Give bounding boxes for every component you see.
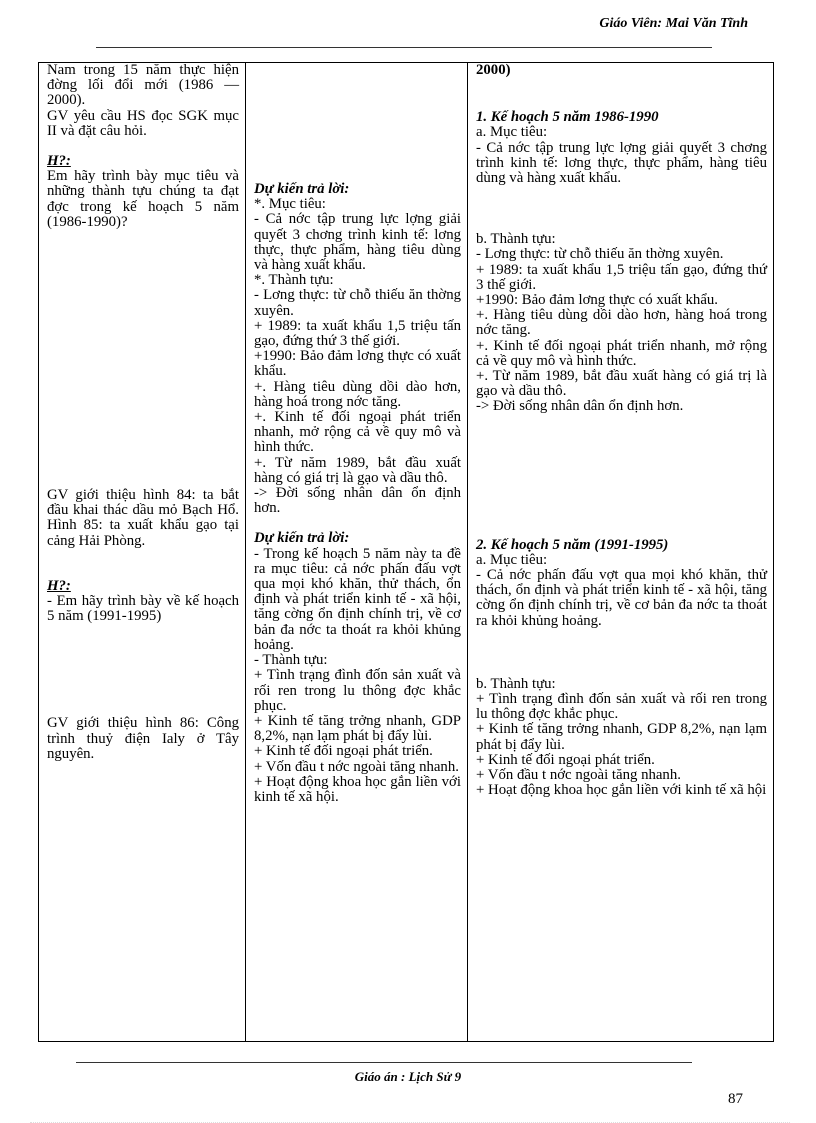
header-teacher-name: Giáo Viên: Mai Văn Tĩnh	[599, 16, 748, 31]
answer-2-line: - Trong kế hoạch 5 năm này ta đề ra mục tiêu: cả nớc phấn đấu vợt qua mọi khó khăn, thử thách, ổn định và phát triển kinh tế - xã hội, tăng cờng ổn định chính trị, về cơ bản đa nớc ta thoát ra khỏi khủng hoảng.	[254, 545, 461, 653]
plan-1-achievement: +. Kinh tế đối ngoại phát triển nhanh, mở rộng cả về quy mô và hình thức.	[476, 337, 767, 369]
figure-86-note: GV giới thiệu hình 86: Công trình thuỷ điện Ialy ở Tây nguyên.	[47, 715, 239, 762]
plan-1-heading: 1. Kế hoạch 5 năm 1986-1990	[476, 109, 659, 126]
plan-2-heading: 2. Kế hoạch 5 năm (1991-1995)	[476, 536, 669, 553]
answer-1-line: *. Mục tiêu:	[254, 196, 326, 213]
right-top-line: 2000)	[476, 63, 511, 78]
plan-2-achievement: + Kinh tế tăng trởng nhanh, GDP 8,2%, nạn lạm phát bị đẩy lùi.	[476, 721, 767, 753]
answer-1-line: -> Đời sống nhân dân ổn định hơn.	[254, 485, 461, 517]
plan-1-achievement: +. Từ năm 1989, bắt đầu xuất hàng có giá trị là gạo và dầu thô.	[476, 368, 767, 400]
answer-2-line: - Thành tựu:	[254, 652, 328, 669]
answer-2-line: + Tình trạng đình đốn sản xuất và rối ren trong lu thông đợc khắc phục.	[254, 667, 461, 714]
answer-1-line: + 1989: ta xuất khẩu 1,5 triệu tấn gạo, đứng thứ 3 thế giới.	[254, 317, 461, 350]
answer-2-line: + Kinh tế tăng trởng nhanh, GDP 8,2%, nạn lạm phát bị đẩy lùi.	[254, 712, 461, 745]
header-rule	[96, 47, 712, 48]
left-intro-line: Nam trong 15 năm thực hiện đờng lối đổi mới (1986 — 2000).	[47, 63, 239, 109]
plan-1-achievement: +1990: Bảo đảm lơng thực có xuất khẩu.	[476, 292, 718, 309]
answer-1-line: - Cả nớc tập trung lực lợng giải quyết 3 chơng trình kinh tế: lơng thực, thực phẩm, hàng tiêu dùng và hàng xuất khẩu.	[254, 211, 461, 274]
answer-2-line: + Hoạt động khoa học gắn liền với kinh tế xã hội.	[254, 773, 461, 805]
plan-1-goal-label: a. Mục tiêu:	[476, 124, 548, 141]
plan-1-achievement: - Lơng thực: từ chỗ thiếu ăn thờng xuyên.	[476, 246, 724, 263]
expected-answer-label-1: Dự kiến trả lời:	[254, 181, 350, 197]
expected-answer-label-2: Dự kiến trả lời:	[254, 530, 350, 547]
question-text-2: - Em hãy trình bày về kế hoạch 5 năm (1991-1995)	[47, 593, 239, 625]
left-instruction-line: GV yêu cầu HS đọc SGK mục II và đặt câu hỏi.	[47, 107, 239, 139]
plan-1-achievement: + 1989: ta xuất khẩu 1,5 triệu tấn gạo, đứng thứ 3 thế giới.	[476, 261, 767, 293]
plan-2-achievement: + Vốn đầu t nớc ngoài tăng nhanh.	[476, 767, 681, 784]
plan-1-goal: - Cả nớc tập trung lực lợng giải quyết 3 chơng trình kinh tế: lơng thực, thực phẩm, hàng tiêu dùng và hàng xuất khẩu.	[476, 139, 767, 187]
footer-title: Giáo án : Lịch Sử 9	[354, 1069, 462, 1084]
plan-1-achievement: +. Hàng tiêu dùng dồi dào hơn, hàng hoá trong nớc tăng.	[476, 307, 767, 339]
answer-2-line: + Vốn đầu t nớc ngoài tăng nhanh.	[254, 758, 459, 775]
answer-2-line: + Kinh tế đối ngoại phát triển.	[254, 743, 433, 760]
answer-1-line: +1990: Bảo đảm lơng thực có xuất khẩu.	[254, 348, 461, 380]
answer-1-line: +. Hàng tiêu dùng dồi dào hơn, hàng hoá trong nớc tăng.	[254, 378, 461, 410]
answer-1-line: - Lơng thực: từ chỗ thiếu ăn thờng xuyên.	[254, 287, 461, 319]
figure-84-85-note: GV giới thiệu hình 84: ta bắt đầu khai thác dầu mỏ Bạch Hổ. Hình 85: ta xuất khẩu gạo tại cảng Hải Phòng.	[47, 487, 239, 549]
plan-2-goal-label: a. Mục tiêu:	[476, 551, 548, 568]
question-label-2: H?:	[47, 577, 71, 594]
question-text-1: Em hãy trình bày mục tiêu và những thành tựu chúng ta đạt đợc trong kế hoạch 5 năm (1986-1990)?	[47, 168, 239, 230]
plan-1-achievement-label: b. Thành tựu:	[476, 231, 556, 248]
plan-2-achievement: + Tình trạng đình đốn sản xuất và rối ren trong lu thông đợc khắc phục.	[476, 691, 767, 723]
plan-2-goal: - Cả nớc phấn đấu vợt qua mọi khó khăn, thử thách, ổn định và phát triển kinh tế - xã hội, tăng cờng ổn định chính trị, về cơ bản đa nớc ta thoát ra khỏi khủng hoảng.	[476, 567, 767, 629]
lesson-table	[38, 62, 774, 1042]
expected-answers-column	[246, 63, 468, 1041]
teacher-activity-column	[39, 63, 246, 1041]
footer-rule	[76, 1062, 692, 1063]
plan-2-achievement-label: b. Thành tựu:	[476, 675, 556, 692]
answer-1-line: +. Từ năm 1989, bắt đầu xuất hàng có giá trị là gạo và dầu thô.	[254, 454, 461, 486]
plan-1-achievement: -> Đời sống nhân dân ổn định hơn.	[476, 398, 684, 415]
plan-2-achievement: + Kinh tế đối ngoại phát triển.	[476, 751, 655, 768]
answer-1-line: +. Kinh tế đối ngoại phát triển nhanh, mở rộng cả về quy mô và hình thức.	[254, 409, 461, 456]
lesson-content-column	[468, 63, 773, 1041]
page-number: 87	[728, 1091, 743, 1107]
plan-2-achievement: + Hoạt động khoa học gắn liền với kinh tế xã hội	[476, 782, 767, 799]
question-label-1: H?:	[47, 153, 71, 170]
answer-1-line: *. Thành tựu:	[254, 272, 334, 289]
